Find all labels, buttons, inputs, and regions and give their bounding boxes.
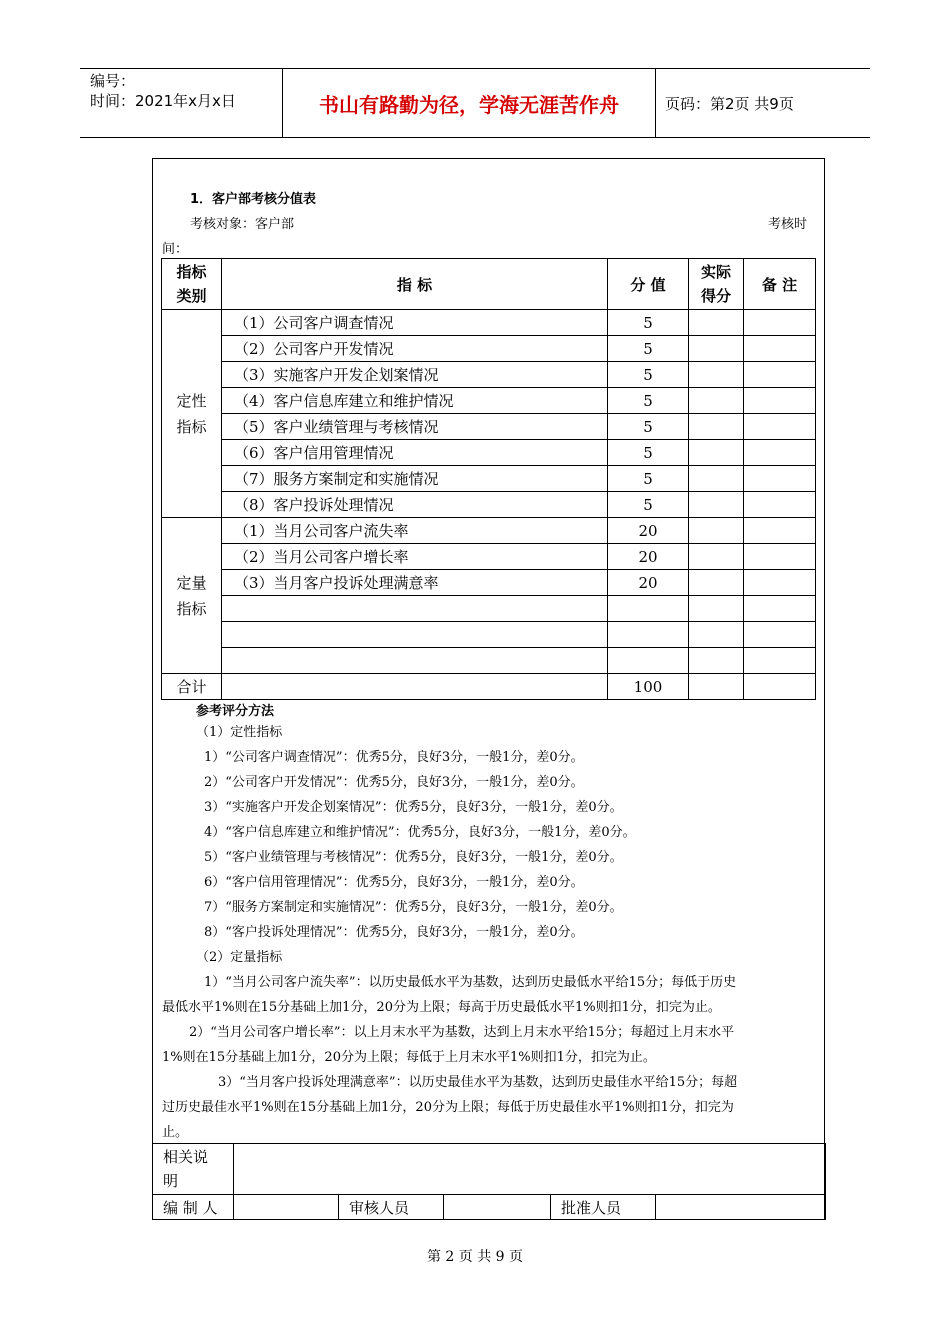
actual-score-cell[interactable] — [689, 440, 744, 466]
actual-score-cell[interactable] — [689, 466, 744, 492]
indicator-item: （2）当月公司客户增长率 — [222, 544, 608, 570]
header-meta — [80, 69, 283, 137]
header-category: 指标 类别 — [162, 259, 222, 310]
signoff-table — [152, 1143, 826, 1220]
indicator-item: （5）客户业绩管理与考核情况 — [222, 414, 608, 440]
quant-rule-3-end: 止。 — [162, 1125, 189, 1140]
table-row-empty — [162, 596, 816, 622]
actual-score-cell[interactable] — [689, 310, 744, 336]
related-notes-field[interactable] — [234, 1144, 826, 1195]
actual-score-cell[interactable] — [689, 544, 744, 570]
actual-score-cell[interactable] — [689, 492, 744, 518]
header-number: 编号： — [90, 72, 136, 90]
actual-score-cell[interactable] — [689, 570, 744, 596]
note-cell[interactable] — [744, 310, 816, 336]
note-cell[interactable] — [744, 518, 816, 544]
indicator-score: 5 — [608, 466, 689, 492]
indicator-item: （8）客户投诉处理情况 — [222, 492, 608, 518]
section-title: 1．客户部考核分值表 — [190, 192, 317, 207]
method-title: 参考评分方法 — [196, 704, 275, 719]
qual-rule: 5）“客户业绩管理与考核情况”：优秀5分，良好3分，一般1分，差0分。 — [204, 850, 623, 865]
assessment-time-label-cont: 间： — [162, 242, 189, 257]
header-indicator: 指 标 — [222, 259, 608, 310]
table-row — [162, 362, 816, 388]
indicator-item: （3）当月客户投诉处理满意率 — [222, 570, 608, 596]
actual-score-cell[interactable] — [689, 362, 744, 388]
related-notes-label: 相关说 明 — [153, 1144, 234, 1195]
table-row — [162, 544, 816, 570]
qual-rule: 1）“公司客户调查情况”：优秀5分，良好3分，一般1分，差0分。 — [204, 750, 584, 765]
total-label: 合计 — [162, 674, 222, 700]
assessment-time-label: 考核时 — [768, 217, 808, 232]
quant-rule-1: 1）“当月公司客户流失率”：以历史最低水平为基数，达到历史最低水平给15分；每低于历史 — [204, 975, 737, 990]
indicator-item: （7）服务方案制定和实施情况 — [222, 466, 608, 492]
approver-field[interactable] — [656, 1195, 826, 1220]
header-motto: 书山有路勤为径，学海无涯苦作舟 — [283, 69, 656, 137]
table-row — [162, 518, 816, 544]
table-row-empty — [162, 622, 816, 648]
note-cell[interactable] — [744, 570, 816, 596]
indicator-score: 20 — [608, 518, 689, 544]
assessment-target: 考核对象：客户部 — [190, 217, 295, 232]
qual-rule: 8）“客户投诉处理情况”：优秀5分，良好3分，一般1分，差0分。 — [204, 925, 584, 940]
qual-rule: 7）“服务方案制定和实施情况”：优秀5分，良好3分，一般1分，差0分。 — [204, 900, 623, 915]
qual-rule: 2）“公司客户开发情况”：优秀5分，良好3分，一般1分，差0分。 — [204, 775, 584, 790]
note-cell[interactable] — [744, 674, 816, 700]
note-cell[interactable] — [744, 414, 816, 440]
quant-heading: （2）定量指标 — [196, 950, 283, 965]
indicator-score: 5 — [608, 336, 689, 362]
indicator-item: （4）客户信息库建立和维护情况 — [222, 388, 608, 414]
indicator-item: （1）公司客户调查情况 — [222, 310, 608, 336]
indicator-score: 5 — [608, 492, 689, 518]
page-header — [80, 68, 870, 138]
indicator-item: （3）实施客户开发企划案情况 — [222, 362, 608, 388]
quant-rule-3-cont: 过历史最佳水平1%则在15分基础上加1分，20分为上限；每低于历史最佳水平1%则扣1分，扣完为 — [162, 1100, 734, 1115]
qual-rule: 6）“客户信用管理情况”：优秀5分，良好3分，一般1分，差0分。 — [204, 875, 584, 890]
header-time: 时间：2021年x月x日 — [90, 92, 236, 110]
signoff-row — [153, 1195, 826, 1220]
page-footer: 第 2 页 共 9 页 — [426, 1249, 524, 1265]
actual-score-cell[interactable] — [689, 518, 744, 544]
indicator-score: 5 — [608, 388, 689, 414]
actual-score-cell[interactable] — [689, 336, 744, 362]
total-score: 100 — [608, 674, 689, 700]
quant-rule-1-cont: 最低水平1%则在15分基础上加1分，20分为上限；每高于历史最低水平1%则扣1分，扣完为止。 — [162, 1000, 721, 1015]
indicator-score: 20 — [608, 570, 689, 596]
note-cell[interactable] — [744, 440, 816, 466]
table-row — [162, 570, 816, 596]
indicator-item: （6）客户信用管理情况 — [222, 440, 608, 466]
editor-field[interactable] — [234, 1195, 339, 1220]
table-row — [162, 310, 816, 336]
note-cell[interactable] — [744, 362, 816, 388]
qual-heading: （1）定性指标 — [196, 725, 283, 740]
quantitative-category: 定量 指标 — [162, 518, 222, 674]
note-cell[interactable] — [744, 466, 816, 492]
note-cell[interactable] — [744, 336, 816, 362]
indicator-score: 5 — [608, 440, 689, 466]
reviewer-field[interactable] — [444, 1195, 551, 1220]
quant-rule-3: 3）“当月客户投诉处理满意率”：以历史最佳水平为基数，达到历史最佳水平给15分；每超 — [218, 1075, 738, 1090]
editor-label: 编 制 人 — [153, 1195, 234, 1220]
table-row — [162, 466, 816, 492]
indicator-score: 5 — [608, 310, 689, 336]
table-row — [162, 440, 816, 466]
quant-rule-2-cont: 1%则在15分基础上加1分，20分为上限；每低于上月末水平1%则扣1分，扣完为止。 — [162, 1050, 656, 1065]
related-notes-row — [153, 1144, 826, 1195]
quant-rule-2: 2）“当月公司客户增长率”：以上月末水平为基数，达到上月末水平给15分；每超过上月末水平 — [189, 1025, 735, 1040]
table-header-row — [162, 259, 816, 310]
indicator-score: 5 — [608, 414, 689, 440]
table-row — [162, 388, 816, 414]
note-cell[interactable] — [744, 492, 816, 518]
table-row — [162, 336, 816, 362]
note-cell[interactable] — [744, 544, 816, 570]
indicator-item: （1）当月公司客户流失率 — [222, 518, 608, 544]
indicator-score: 5 — [608, 362, 689, 388]
note-cell[interactable] — [744, 388, 816, 414]
indicator-item: （2）公司客户开发情况 — [222, 336, 608, 362]
header-page-code: 页码：第2页 共9页 — [665, 94, 794, 113]
table-row — [162, 414, 816, 440]
approver-label: 批准人员 — [551, 1195, 656, 1220]
actual-score-cell[interactable] — [689, 674, 744, 700]
reviewer-label: 审核人员 — [339, 1195, 444, 1220]
indicator-score: 20 — [608, 544, 689, 570]
table-row — [162, 492, 816, 518]
qualitative-category: 定性 指标 — [162, 310, 222, 518]
actual-score-cell[interactable] — [689, 414, 744, 440]
table-row-empty — [162, 648, 816, 674]
qual-rule: 3）“实施客户开发企划案情况”：优秀5分，良好3分，一般1分，差0分。 — [204, 800, 623, 815]
total-row — [162, 674, 816, 700]
actual-score-cell[interactable] — [689, 388, 744, 414]
header-actual: 实际 得分 — [689, 259, 744, 310]
qual-rule: 4）“客户信息库建立和维护情况”：优秀5分，良好3分，一般1分，差0分。 — [204, 825, 636, 840]
header-note: 备 注 — [744, 259, 816, 310]
score-table — [161, 258, 816, 700]
header-score: 分 值 — [608, 259, 689, 310]
